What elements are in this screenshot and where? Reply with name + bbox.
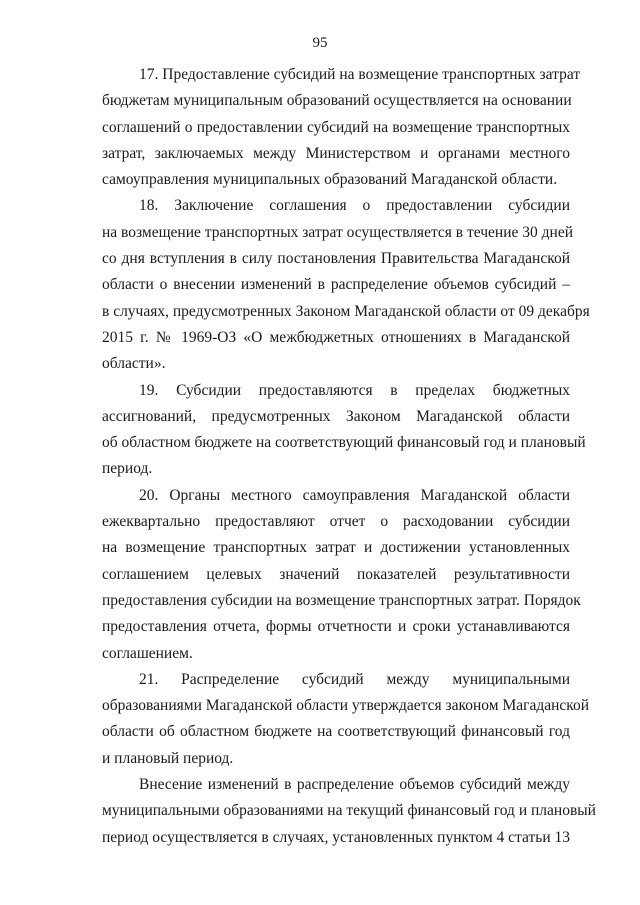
text-line: ежеквартально предоставляют отчет о расходовании субсидии [102, 513, 570, 531]
text-line: период. [102, 460, 153, 478]
text-line: со дня вступления в силу постановления Правительства Магаданской [102, 250, 570, 268]
text-line: соглашений о предоставлении субсидий на возмещение транспортных [102, 118, 570, 136]
document-body [102, 62, 596, 851]
paragraph-amendments [102, 772, 596, 851]
text-line: в случаях, предусмотренных Законом Магаданской области от 09 декабря [102, 302, 590, 320]
text-line: области». [102, 355, 166, 373]
text-line: 2015 г. № 1969-ОЗ «О межбюджетных отношениях в Магаданской [102, 328, 570, 346]
text-line: самоуправления муниципальных образований Магаданской области. [102, 171, 558, 189]
text-line: на возмещение транспортных затрат осуществляется в течение 30 дней [102, 223, 574, 241]
text-line: 20. Органы местного самоуправления Магаданской области [139, 486, 570, 504]
text-line: 18. Заключение соглашения о предоставлении субсидии [139, 197, 570, 215]
paragraph-17 [102, 62, 581, 193]
text-line: бюджетам муниципальным образований осуществляется на основании [102, 92, 572, 110]
text-line: Внесение изменений в распределение объемов субсидий между [139, 776, 570, 794]
paragraph-21 [102, 667, 590, 772]
paragraph-18 [102, 193, 590, 377]
text-line: и плановый период. [102, 749, 234, 767]
text-line: затрат, заключаемых между Министерством и органами местного [102, 144, 570, 162]
text-line: образованиями Магаданской области утверждается законом Магаданской [102, 697, 590, 715]
page-number: 95 [312, 35, 328, 51]
paragraph-20 [102, 483, 581, 667]
text-line: период осуществляется в случаях, установленных пунктом 4 статьи 13 [102, 828, 570, 846]
text-line: соглашением целевых значений показателей результативности [102, 565, 570, 583]
text-line: ассигнований, предусмотренных Законом Магаданской области [102, 407, 570, 425]
text-line: на возмещение транспортных затрат и достижении установленных [102, 539, 570, 557]
text-line: 17. Предоставление субсидий на возмещение транспортных затрат [139, 66, 581, 83]
paragraph-19 [102, 378, 586, 483]
text-line: муниципальными образованиями на текущий финансовый год и плановый [102, 802, 596, 820]
text-line: 19. Субсидии предоставляются в пределах бюджетных [139, 381, 570, 399]
text-line: 21. Распределение субсидий между муниципальными [139, 670, 570, 688]
text-line: предоставления субсидии на возмещение транспортных затрат. Порядок [102, 591, 581, 609]
text-line: области об областном бюджете на соответствующий финансовый год [102, 723, 570, 741]
text-line: об областном бюджете на соответствующий финансовый год и плановый [102, 434, 586, 452]
text-line: соглашением. [102, 644, 193, 662]
text-line: предоставления отчета, формы отчетности и сроки устанавливаются [102, 618, 570, 636]
text-line: области о внесении изменений в распределение объемов субсидий – [102, 276, 570, 294]
